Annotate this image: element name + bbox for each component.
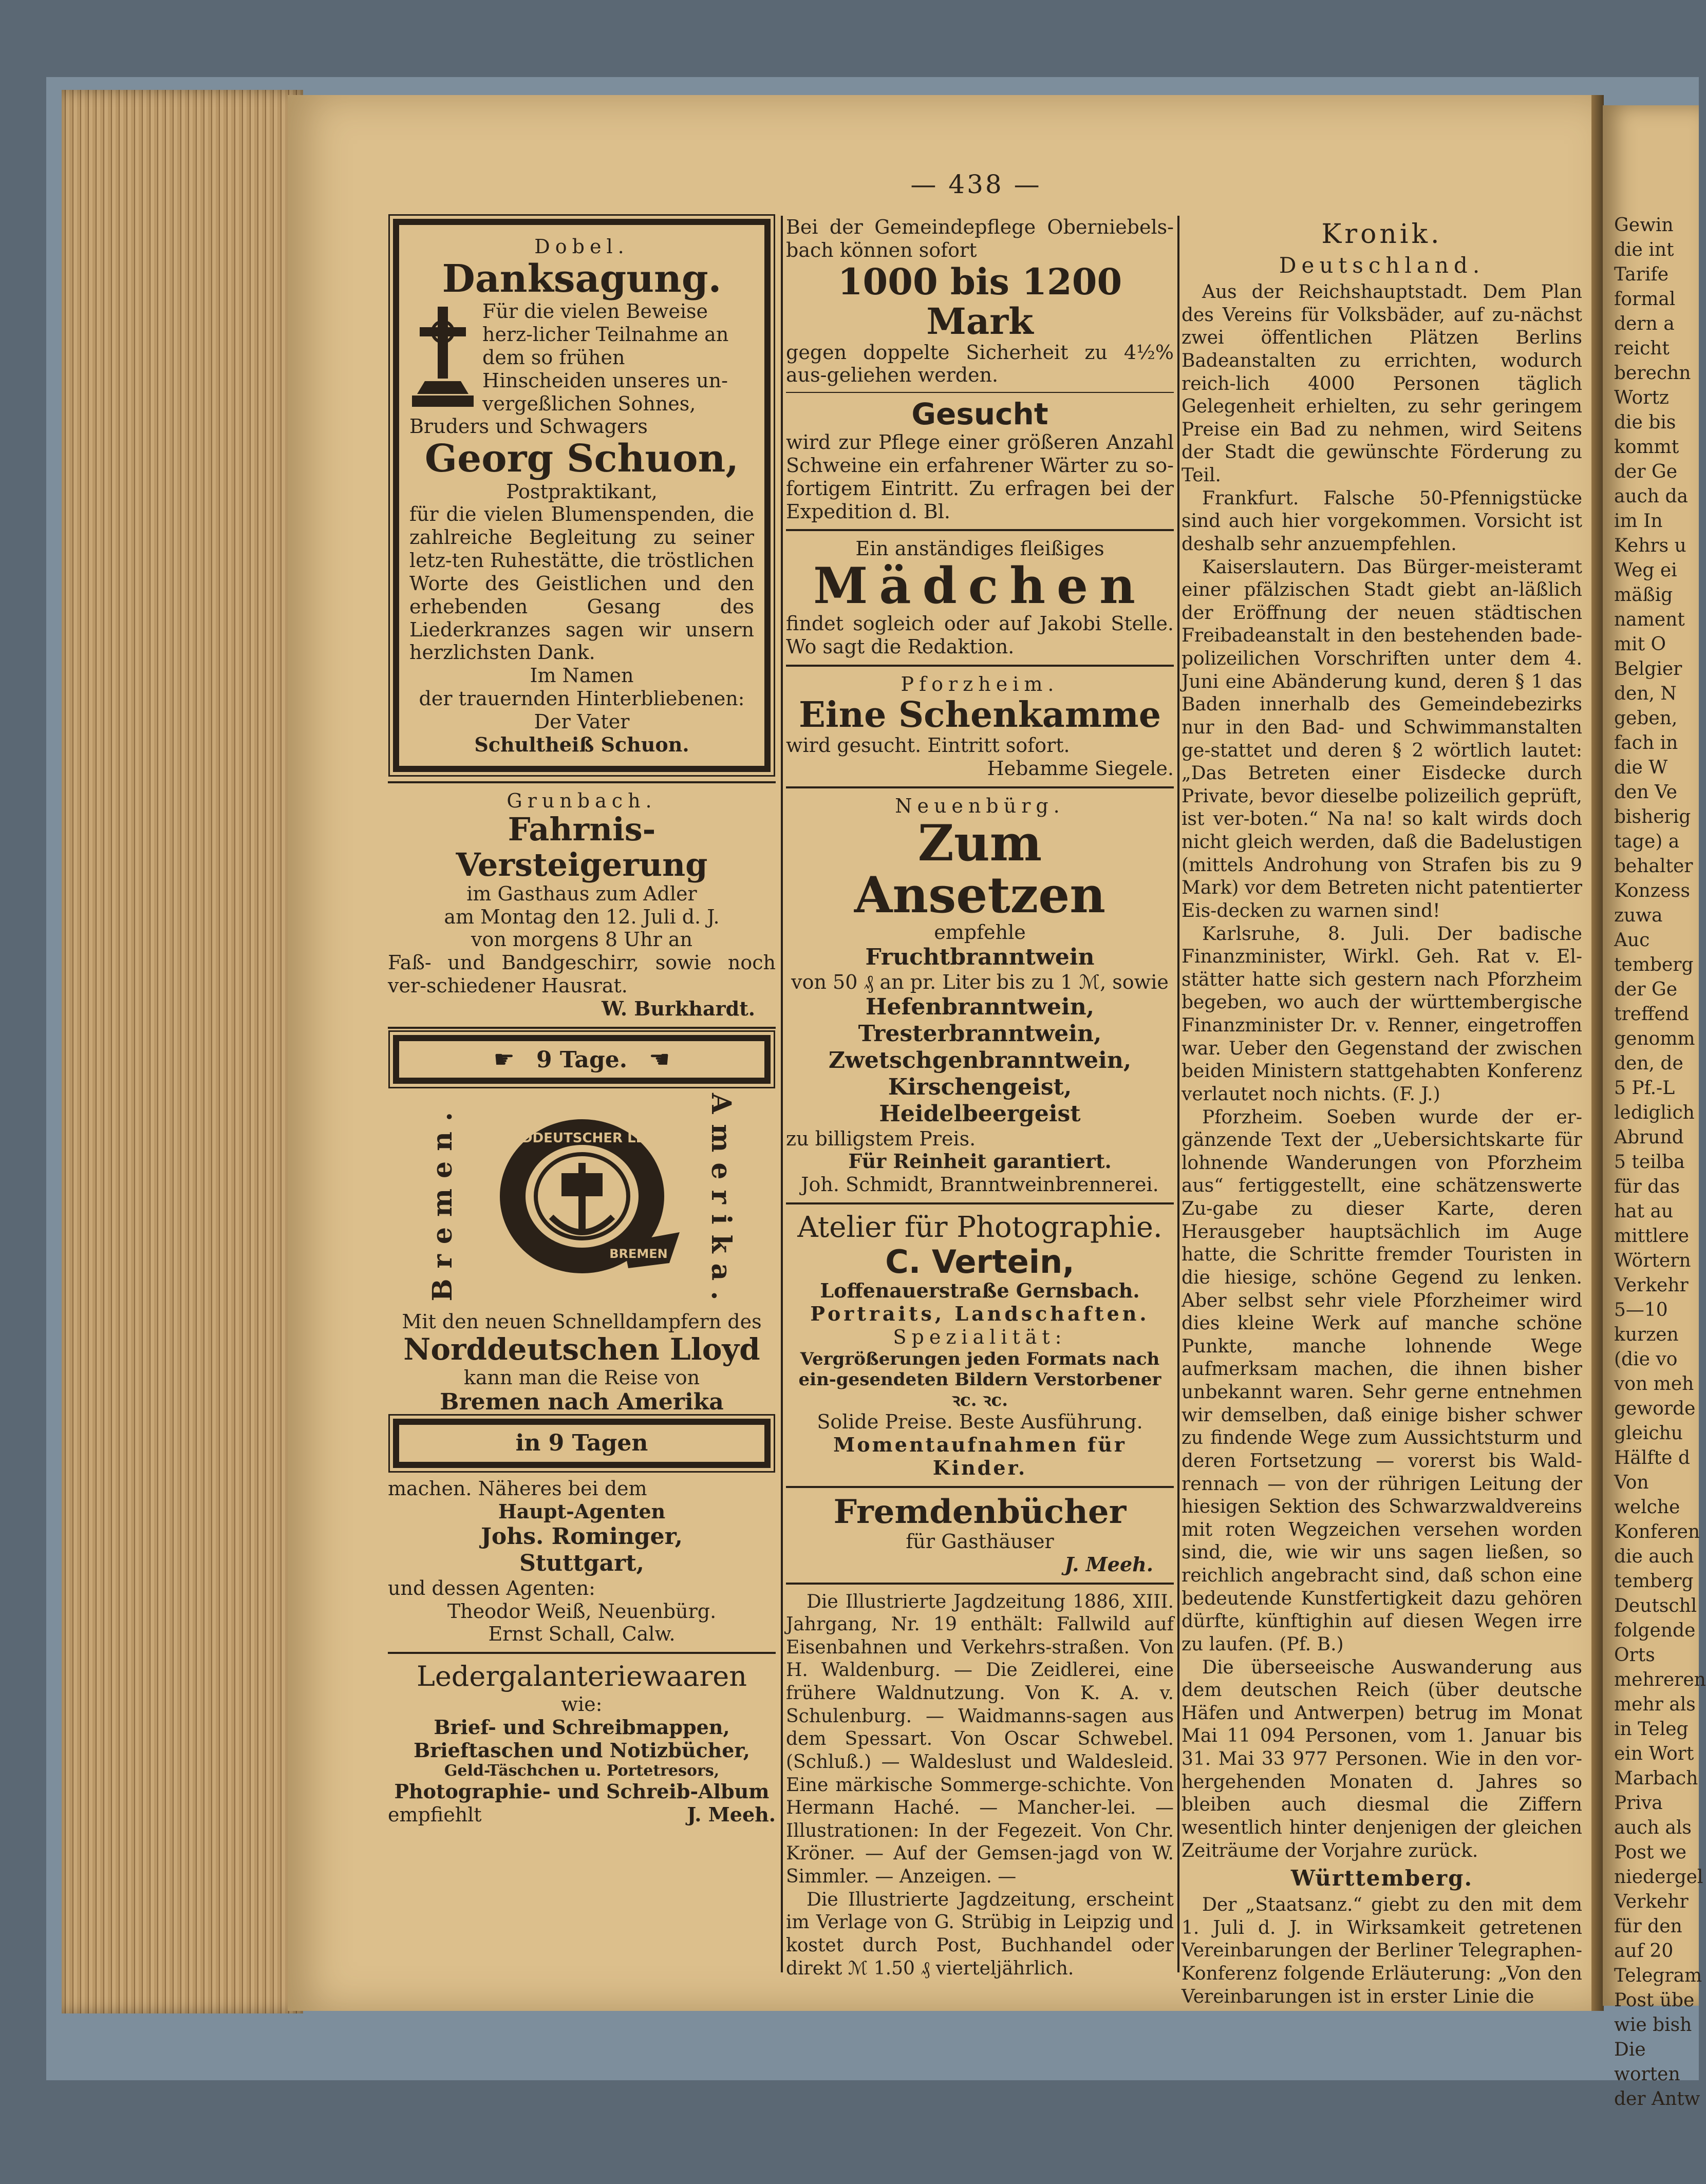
next-page-line: den Ve <box>1614 782 1677 803</box>
ad-closing: Im Namen <box>530 664 634 687</box>
ad-signature: J. Meeh. <box>1064 1552 1153 1576</box>
ad-place: Pforzheim. <box>901 672 1059 695</box>
column-2 <box>786 216 1174 1980</box>
separator <box>786 1583 1174 1585</box>
next-page-line: 5 Pf.-L <box>1614 1078 1675 1099</box>
ad-text: Faß- und Bandgeschirr, sowie noch ver-schiedener Hausrat. <box>388 951 776 997</box>
ad-branntwein <box>786 795 1174 1196</box>
ad-text: Für Reinheit garantiert. <box>848 1150 1112 1173</box>
section-subtitle: Württemberg. <box>1290 1866 1473 1891</box>
ad-text: gegen doppelte Sicherheit zu 4½% aus-geliehen werden. <box>786 341 1174 387</box>
next-page-line: mehreren <box>1614 1669 1706 1690</box>
days-label: 9 Tage. <box>536 1046 628 1073</box>
next-page-line: tage) a <box>1614 831 1680 852</box>
ad-item: Hefenbranntwein, <box>865 993 1095 1020</box>
ad-agent: Johs. Rominger, <box>481 1523 683 1550</box>
next-page-line: dern a <box>1614 313 1675 334</box>
ad-title: Atelier für Photographie. <box>797 1210 1163 1244</box>
next-page-line: die bis <box>1614 412 1676 433</box>
book-gutter <box>1591 95 1604 2011</box>
next-page-line: temberg <box>1614 1571 1694 1592</box>
section-title: Kronik. <box>1321 219 1442 250</box>
next-page-line: (die vo <box>1614 1349 1678 1370</box>
next-page-line: Wortz <box>1614 387 1669 408</box>
next-page-line: Auc <box>1614 930 1650 951</box>
next-page-line: Belgier <box>1614 658 1682 680</box>
ad-address: Loffenauerstraße Gernsbach. <box>820 1279 1140 1303</box>
next-page-line: der Ge <box>1614 461 1678 482</box>
ad-item: Photographie- und Schreib-Album <box>394 1779 770 1803</box>
ad-text: Solide Preise. Beste Ausführung. <box>817 1410 1143 1434</box>
ad-title: Gesucht <box>911 397 1048 432</box>
ad-text: von 50 ₰ an pr. Liter bis zu 1 ℳ, sowie <box>791 971 1169 994</box>
ad-photographie <box>786 1211 1174 1480</box>
ad-item: Brieftaschen und Notizbücher, <box>414 1738 750 1762</box>
ad-signature: Joh. Schmidt, Branntweinbrennerei. <box>801 1173 1159 1196</box>
ad-text: Ein anständiges fleißiges <box>855 537 1104 560</box>
ad-item: Fruchtbranntwein <box>865 944 1095 971</box>
news-item: Der „Staatsanz.“ giebt zu den mit dem 1. Juli d. J. in Wirksamkeit getretenen Vereinbarungen der Berliner Telegraphen-Konferenz folgende Erläuterung: „Von den Vereinbarungen ist in erster Linie die <box>1182 1894 1582 2007</box>
ad-text: Spezialität: <box>893 1325 1067 1348</box>
separator <box>786 1202 1174 1204</box>
vertical-label-bremen: Bremen. <box>427 1102 459 1302</box>
ad-body <box>409 300 754 438</box>
next-page-line: Weg ei <box>1614 560 1677 581</box>
next-page-line: geworde <box>1614 1398 1696 1419</box>
next-page-line: lediglich <box>1614 1102 1695 1123</box>
ad-text: wird zur Pflege einer größeren Anzahl Schweine ein erfahrener Wärter zu so-fortigem Eintritt. Zu erfragen bei der Expedition d. Bl. <box>786 431 1174 523</box>
ad-text: Momentaufnahmen für Kinder. <box>833 1433 1127 1479</box>
separator <box>786 529 1174 531</box>
next-page-line: 5—10 <box>1614 1300 1668 1321</box>
column-rule <box>781 216 783 1972</box>
next-page-line: hat au <box>1614 1201 1674 1222</box>
deceased-name: Georg Schuon, <box>424 437 739 481</box>
next-page-line: mittlere <box>1614 1226 1689 1247</box>
ad-text: machen. Näheres bei dem <box>388 1477 647 1500</box>
ad-footer <box>388 1803 776 1827</box>
ad-text: zu billigstem Preis. <box>786 1127 976 1150</box>
next-page-line: in Teleg <box>1614 1719 1689 1740</box>
next-page-line: bisherig <box>1614 806 1691 827</box>
ad-title: Zum Ansetzen <box>854 814 1106 924</box>
next-page-line: der Antw <box>1614 2088 1700 2110</box>
days-label: in 9 Tagen <box>515 1430 648 1457</box>
days-box-2 <box>393 1419 771 1468</box>
ad-place: Neuenbürg. <box>895 794 1065 817</box>
ad-text: im Gasthaus zum Adler <box>466 882 697 905</box>
next-page-line: kurzen <box>1614 1324 1679 1345</box>
next-page-line: Post übe <box>1614 1990 1695 2011</box>
next-page-line: Orts <box>1614 1645 1655 1666</box>
next-page-line: auch als <box>1614 1817 1692 1838</box>
ad-title: Mädchen <box>813 557 1147 615</box>
ad-text: Portraits, Landschaften. <box>810 1302 1150 1326</box>
ad-text: Haupt-Agenten <box>498 1500 666 1523</box>
next-page-line: Priva <box>1614 1793 1663 1814</box>
next-page-line: niedergel <box>1614 1867 1703 1888</box>
next-page-line: Post we <box>1614 1842 1686 1863</box>
ad-text: empfehle <box>934 921 1026 944</box>
ad-text: und dessen Agenten: <box>388 1576 595 1599</box>
next-page-line: Deutschl <box>1614 1595 1697 1616</box>
ad-closing: der trauernden Hinterbliebenen: <box>419 687 745 710</box>
news-item: Frankfurt. Falsche 50-Pfennigstücke sind auch hier vorgekommen. Vorsicht ist deshalb sehr anzuempfehlen. <box>1182 487 1582 555</box>
next-page-line: berechn <box>1614 363 1691 384</box>
vertical-label-amerika: Amerika. <box>705 1093 737 1311</box>
next-page-line: mäßig <box>1614 585 1673 606</box>
next-page-line: behalter <box>1614 856 1693 877</box>
logo-text: BREMEN <box>609 1247 668 1262</box>
notice-text: Die Illustrierte Jagdzeitung 1886, XIII. Jahrgang, Nr. 19 enthält: Fallwild auf Eisenbahnen und Verkehrs-straßen. Von H. Waldenburg. — Die Zeidlerei, eine frühere Waldnutzung. Von K. A. v. Schulenburg. — Waidmanns-sagen aus dem Spessart. Von Oscar Schwebel. (Schluß.) — Waldeslust und Waldesleid. Eine märkische Sommerge-schichte. Von Hermann Haché. — Mancher-lei. — Illustrationen: In der Fegezeit. Von Chr. Kröner. — Auf der Gemsen-jagd von W. Simmler. — Anzeigen. — <box>786 1591 1174 1888</box>
news-item: Kaiserslautern. Das Bürger-meisteramt einer pfälzischen Stadt giebt an-läßlich der Eröffnung der neuen städtischen Freibadeanstalt in den bestehenden bade-polizeilichen Vorschriften unter dem 4. Juni eine Abänderung kund, deren § 1 das Baden innerhalb des Gemeindebezirks nur in den Bad- und Schwimmanstalten ge-stattet und deren § 2 wörtlich lautet: „Das Betreten einer Eisdecke durch Private, bevor dieselbe polizeilich geprüft, ist ver-boten.“ Na na! so kalt wirds doch nicht gleich werden, daß die Badelustigen (mittels Androhung von Strafen bis zu 9 Mark) vor dem Betreten nicht patentierter Eis-decken zu warnen sind! <box>1182 556 1582 921</box>
next-page-line: treffend <box>1614 1004 1690 1025</box>
next-page-line: temberg <box>1614 954 1694 975</box>
ad-agent: Ernst Schall, Calw. <box>488 1623 676 1646</box>
ad-title: Danksagung. <box>442 256 722 301</box>
ad-text: Vergrößerungen jeden Formats nach ein-gesendeten Bildern Verstorbener ꝛc. ꝛc. <box>798 1348 1161 1410</box>
next-page-line: auch da <box>1614 486 1688 507</box>
ad-item: Kirschengeist, <box>888 1074 1072 1100</box>
separator <box>786 786 1174 788</box>
next-page-line: Hälfte d <box>1614 1447 1690 1468</box>
separator <box>388 1652 776 1654</box>
column-3 <box>1182 216 1582 2008</box>
column-rule <box>1177 216 1179 1972</box>
ad-item: Brief- und Schreibmappen, <box>434 1715 730 1739</box>
next-page-line: der Ge <box>1614 979 1678 1000</box>
news-item: Pforzheim. Soeben wurde der er-gänzende Text der „Uebersichtskarte für lohnende Wanderungen von Pforzheim aus“ fertiggestellt, eine schätzenswerte Zu-gabe zu dieser Karte, deren Herausgeber hauptsächlich im Auge hatte, die Schritte fremder Touristen in die hiesige, schöne Gegend zu lenken. Aber selbst sehr viele Pforzheimer wird dies kleine Werk auf manche schöne Punkte, manche lohnende Wege aufmerksam machen, die ihnen bisher unbekannt waren. Sehr gerne entnehmen wir demselben, daß einige bisher schwer zu findende Wege zum Aussichtsturm und deren Fortsetzung — vorerst bis Wald-rennach — von der rührigen Leitung der hiesigen Sektion des Schwarzwaldvereins mit roten Wegzeichen versehen worden sind, die, wie wir uns sagen ließen, so reichlich angebracht sind, daß schon eine bedeutende Kunstfertigkeit dazu gehören dürfte, künftighin auf diesen Wegen irre zu laufen. (Pf. B.) <box>1182 1106 1582 1655</box>
next-page-line: den, de <box>1614 1053 1683 1074</box>
next-page-line: fach in <box>1614 732 1678 754</box>
separator <box>388 1027 776 1029</box>
next-page-line: nament <box>1614 609 1685 630</box>
next-page-line: Telegram <box>1614 1965 1702 1986</box>
separator <box>786 392 1174 393</box>
next-page-line: Wörtern <box>1614 1250 1691 1271</box>
ad-text: wird gesucht. Eintritt sofort. <box>786 734 1070 757</box>
news-item: Karlsruhe, 8. Juli. Der badische Finanzminister, Wirkl. Geh. Rat v. El-stätter hatte sich gestern nach Pforzheim begeben, wo auch der württembergische Finanzminister Dr. v. Renner, eingetroffen war. Ueber den Gegenstand der zwischen beiden Ministern stattgehabten Konferenz verlautet noch nichts. (F. J.) <box>1182 923 1582 1105</box>
next-page-line: genomm <box>1614 1028 1695 1049</box>
ad-signature: Hebamme Siegele. <box>987 757 1174 780</box>
next-page-line: kommt <box>1614 437 1679 458</box>
ad-text: Für die vielen Beweise herz-licher Teilnahme an dem so frühen Hinscheiden unseres un-vergeßlichen Sohnes, Bruders und Schwagers <box>409 300 729 438</box>
ad-title: Norddeutschen Lloyd <box>403 1331 760 1367</box>
ad-name: C. Vertein, <box>885 1243 1075 1281</box>
ad-place: Grunbach. <box>507 789 657 812</box>
next-page-line: worten <box>1614 2064 1680 2085</box>
ad-signature: Schultheiß Schuon. <box>474 732 689 756</box>
next-page-line: im In <box>1614 511 1663 532</box>
next-page-line: von meh <box>1614 1373 1694 1395</box>
page-number: — 438 — <box>910 170 1042 199</box>
ad-gesucht <box>786 398 1174 523</box>
ad-agent-city: Stuttgart, <box>519 1550 644 1576</box>
next-page-line: Gewin <box>1614 215 1674 236</box>
next-page-line: formal <box>1614 289 1676 310</box>
next-page-line: die auch <box>1614 1546 1694 1567</box>
ad-maedchen <box>786 537 1174 658</box>
next-page-line: ein Wort <box>1614 1743 1694 1764</box>
days-box <box>393 1035 771 1084</box>
next-page-line: für das <box>1614 1176 1680 1197</box>
ad-text: für Gasthäuser <box>906 1530 1054 1553</box>
jagdzeitung-notice <box>786 1591 1174 1981</box>
next-page-fragment <box>1603 105 1706 2110</box>
next-page-line: Tarife <box>1614 264 1669 285</box>
next-page-line: den, N <box>1614 683 1677 704</box>
separator <box>388 781 776 783</box>
next-page-line: Die <box>1614 2039 1646 2060</box>
pointing-hand-icon: ☛ <box>493 1045 515 1073</box>
separator <box>786 665 1174 667</box>
ad-text: empfiehlt <box>388 1803 482 1826</box>
section-subtitle: Deutschland. <box>1279 253 1485 278</box>
ad-norddeutscher-lloyd <box>388 1035 776 1646</box>
pointing-hand-icon: ☛ <box>649 1045 670 1073</box>
ad-title: 1000 bis 1200 Mark <box>837 260 1122 343</box>
next-page-line: folgende <box>1614 1620 1696 1641</box>
next-page-line: zuwa <box>1614 905 1663 926</box>
next-page-line: geben, <box>1614 708 1678 729</box>
next-page-line: 5 teilba <box>1614 1152 1685 1173</box>
ad-item: Zwetschgenbranntwein, <box>828 1047 1132 1074</box>
ad-route: Bremen nach Amerika <box>440 1389 724 1416</box>
ad-text: wie: <box>561 1692 603 1716</box>
ad-text: kann man die Reise von <box>463 1366 700 1389</box>
next-page-line: wie bish <box>1614 2014 1692 2036</box>
next-page-line: Verkehr <box>1614 1891 1689 1912</box>
notice-text: Die Illustrierte Jagdzeitung, erscheint im Verlage von G. Strübig in Leipzig und kostet durch Post, Buchhandel oder direkt ℳ 1.50 ₰ vierteljährlich. <box>786 1889 1174 1979</box>
ad-text: am Montag den 12. Juli d. J. <box>444 905 720 928</box>
lloyd-logo <box>474 1114 690 1289</box>
next-page-line: mit O <box>1614 634 1666 655</box>
next-page-line: Marbach <box>1614 1768 1698 1789</box>
ad-place: Dobel. <box>534 235 629 258</box>
ad-title: Eine Schenkamme <box>798 694 1161 736</box>
ad-signature: W. Burkhardt. <box>602 996 755 1020</box>
ad-text: Bei der Gemeindepflege Oberniebels-bach können sofort <box>786 216 1174 261</box>
page-edges <box>62 90 303 2013</box>
ad-text: von morgens 8 Uhr an <box>471 928 692 951</box>
ad-item: Heidelbeergeist <box>879 1100 1081 1127</box>
logo-text: NORDDEUTSCHER LLOYD <box>488 1131 676 1146</box>
next-page-line: Von <box>1614 1472 1649 1493</box>
ad-text: findet sogleich oder auf Jakobi Stelle. Wo sagt die Redaktion. <box>786 612 1174 658</box>
next-page-line: mehr als <box>1614 1694 1696 1715</box>
ad-text: Mit den neuen Schnelldampfern des <box>402 1310 762 1333</box>
next-page-line: Kehrs u <box>1614 535 1686 556</box>
next-page-line: für den <box>1614 1916 1682 1937</box>
ad-gemeindepflege <box>786 216 1174 387</box>
ad-title: Fahrnis-Versteigerung <box>456 811 708 883</box>
ad-ledergalanterie <box>388 1660 776 1826</box>
ad-closing: Der Vater <box>534 710 630 733</box>
next-page-line: die int <box>1614 239 1674 260</box>
ad-item: Geld-Täschchen u. Portetresors, <box>444 1762 720 1780</box>
ad-item: Tresterbranntwein, <box>858 1020 1102 1047</box>
deceased-role: Postpraktikant, <box>506 480 658 503</box>
ad-danksagung <box>393 219 771 772</box>
next-page-line: Verkehr <box>1614 1275 1689 1296</box>
ad-agent: Theodor Weiß, Neuenbürg. <box>447 1599 717 1623</box>
ad-versteigerung <box>388 789 776 1021</box>
next-page-line: reicht <box>1614 338 1670 359</box>
ad-fremdenbuecher <box>786 1494 1174 1576</box>
next-page-line: Abrund <box>1614 1127 1684 1148</box>
ad-signature: J. Meeh. <box>687 1802 776 1826</box>
ad-title: Fremdenbücher <box>833 1492 1127 1531</box>
next-page-line: die W <box>1614 757 1668 778</box>
next-page-line: Konferen <box>1614 1521 1700 1542</box>
ad-schenkamme <box>786 673 1174 780</box>
next-page-line: Konzess <box>1614 880 1691 901</box>
ad-title: Ledergalanteriewaaren <box>416 1660 747 1693</box>
cross-icon <box>409 304 476 407</box>
column-1 <box>388 216 776 1827</box>
news-item: Die überseeische Auswanderung aus dem deutschen Reich (über deutsche Häfen und Antwerpen) betrug im Monat Mai 11 094 Personen, vom 1. Januar bis 31. Mai 33 977 Personen. Wie in den vor-hergehenden Monaten d. Jahres so bleiben auch diesmal die Ziffern wesentlich hinter denjenigen der gleichen Zeiträume der Vorjahre zurück. <box>1182 1656 1582 1861</box>
next-page-line: welche <box>1614 1497 1680 1518</box>
logo-row <box>388 1093 776 1310</box>
separator <box>786 1486 1174 1488</box>
news-item: Aus der Reichshauptstadt. Dem Plan des Vereins für Volksbäder, auf zu-nächst zwei öffentlichen Plätzen Berlins Badeanstalten zu errichten, wodurch reich-lich 4000 Personen täglich Gelegenheit erhielten, zu sehr geringem Preise ein Bad zu nehmen, wird Seitens der Stadt die gewünschte Förderung zu Teil. <box>1182 281 1582 486</box>
next-page-line: gleichu <box>1614 1423 1683 1444</box>
ad-text: für die vielen Blumenspenden, die zahlreiche Begleitung zu seiner letz-ten Ruhestätte, die tröstlichen Worte des Geistlichen und den erhebenden Gesang des Liederkranzes sagen wir unsern herzlichsten Dank. <box>409 503 754 664</box>
next-page-line: auf 20 <box>1614 1941 1674 1962</box>
